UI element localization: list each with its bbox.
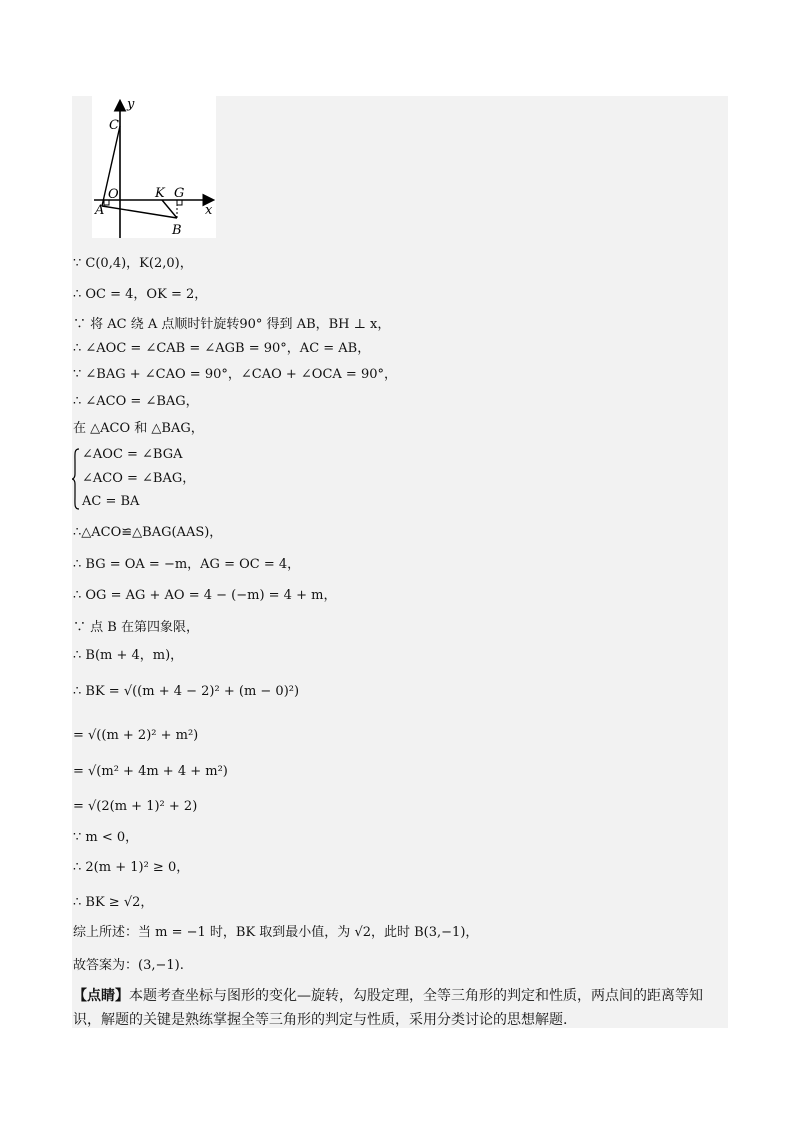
label-B: B bbox=[172, 223, 182, 238]
label-O: O bbox=[108, 187, 119, 202]
label-C: C bbox=[109, 118, 119, 133]
answer-line: 故答案为：(3,−1). bbox=[73, 958, 184, 973]
solution-line: ∵ m < 0， bbox=[73, 830, 139, 845]
solution-line: ∴ B(m + 4，m)， bbox=[73, 648, 184, 663]
solution-line: = √((m + 2)² + m²) bbox=[73, 728, 199, 743]
solution-line: ∴ OG = AG + AO = 4 − (−m) = 4 + m， bbox=[73, 588, 337, 603]
label-G: G bbox=[174, 186, 185, 201]
solution-line: ∴ BK ≥ √2， bbox=[73, 895, 154, 910]
system-line: AC = BA bbox=[82, 494, 140, 509]
label-A: A bbox=[95, 203, 105, 218]
system-line: ∠AOC = ∠BGA bbox=[82, 447, 183, 462]
solution-line: ∴ 2(m + 1)² ≥ 0， bbox=[73, 860, 190, 875]
solution-line: ∴ BG = OA = −m，AG = OC = 4， bbox=[73, 557, 301, 572]
key-point-note bbox=[73, 984, 729, 1032]
system-brace bbox=[72, 448, 80, 510]
coordinate-figure bbox=[92, 96, 216, 238]
solution-line: = √(2(m + 1)² + 2) bbox=[73, 799, 198, 814]
solution-line: 在 △ACO 和 △BAG， bbox=[73, 421, 204, 436]
solution-line: ∴ OC = 4，OK = 2， bbox=[73, 287, 208, 302]
label-K: K bbox=[155, 186, 165, 201]
solution-line: ∵ C(0,4)，K(2,0)， bbox=[73, 256, 193, 271]
label-x: x bbox=[205, 203, 213, 218]
solution-line: ∴ BK = √((m + 4 − 2)² + (m − 0)²) bbox=[73, 684, 300, 699]
solution-line: ∵ 将 AC 绕 A 点顺时针旋转90° 得到 AB，BH ⊥ x， bbox=[73, 317, 391, 332]
solution-line: ∴ ∠AOC = ∠CAB = ∠AGB = 90°，AC = AB， bbox=[73, 341, 371, 356]
system-line: ∠ACO = ∠BAG， bbox=[82, 471, 196, 486]
solution-line: ∵ ∠BAG + ∠CAO = 90°，∠CAO + ∠OCA = 90°， bbox=[73, 367, 397, 382]
figure-svg bbox=[92, 96, 216, 238]
solution-line: ∴ ∠ACO = ∠BAG， bbox=[73, 394, 199, 409]
label-y: y bbox=[127, 97, 135, 112]
solution-line: ∴△ACO≌△BAG(AAS)， bbox=[73, 525, 223, 540]
segment-AB bbox=[102, 206, 177, 218]
conclusion-line: 综上所述：当 m = −1 时，BK 取到最小值，为 √2，此时 B(3,−1)， bbox=[73, 925, 479, 940]
key-point-tag: 【点睛】 bbox=[73, 988, 129, 1004]
solution-line: = √(m² + 4m + 4 + m²) bbox=[73, 764, 228, 779]
solution-line: ∵ 点 B 在第四象限， bbox=[73, 620, 199, 635]
key-point-text: 本题考查坐标与图形的变化—旋转，勾股定理，全等三角形的判定和性质，两点间的距离等知识，解题的关键是熟练掌握全等三角形的判定与性质，采用分类讨论的思想解题. bbox=[73, 988, 703, 1028]
